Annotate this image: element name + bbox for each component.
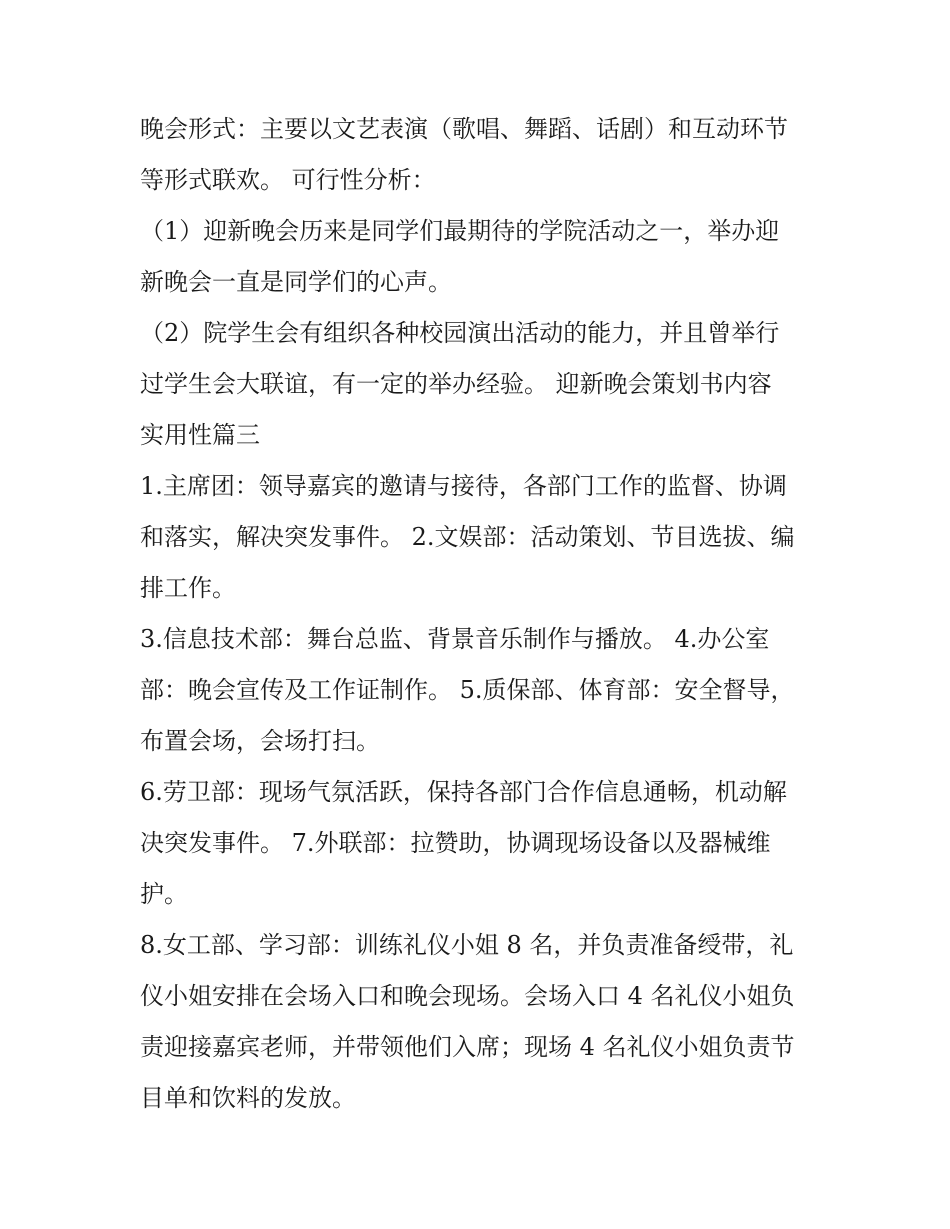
text-line: （2）院学生会有组织各种校园演出活动的能力，并且曾举行	[140, 319, 780, 347]
paragraph-format	[140, 104, 820, 206]
text-line: 目单和饮料的发放。	[140, 1084, 356, 1112]
paragraph-feasibility-1	[140, 206, 820, 308]
text-line: 6.劳卫部：现场气氛活跃，保持各部门合作信息通畅，机动解	[140, 778, 787, 806]
paragraph-duty-6	[140, 767, 820, 920]
paragraph-feasibility-2	[140, 308, 820, 461]
text-line: 决突发事件。 7.外联部：拉赞助，协调现场设备以及器械维	[140, 829, 771, 857]
text-line: 晚会形式：主要以文艺表演（歌唱、舞蹈、话剧）和互动环节	[140, 115, 788, 143]
text-line: 实用性篇三	[140, 421, 260, 449]
paragraph-duty-8	[140, 920, 820, 1124]
paragraph-duty-1	[140, 461, 820, 614]
text-line: 8.女工部、学习部：训练礼仪小姐 8 名，并负责准备绶带，礼	[140, 931, 794, 959]
text-line: 和落实，解决突发事件。 2.文娱部：活动策划、节目选拔、编	[140, 523, 795, 551]
text-line: 责迎接嘉宾老师，并带领他们入席；现场 4 名礼仪小姐负责节	[140, 1033, 795, 1061]
document-body	[140, 104, 820, 1124]
text-line: 护。	[140, 880, 188, 908]
text-line: 仪小姐安排在会场入口和晚会现场。会场入口 4 名礼仪小姐负	[140, 982, 795, 1010]
text-line: 排工作。	[140, 574, 236, 602]
text-line: （1）迎新晚会历来是同学们最期待的学院活动之一，举办迎	[140, 217, 780, 245]
text-line: 3.信息技术部：舞台总监、背景音乐制作与播放。 4.办公室	[140, 625, 770, 653]
text-line: 部：晚会宣传及工作证制作。 5.质保部、体育部：安全督导，	[140, 676, 795, 704]
text-line: 新晚会一直是同学们的心声。	[140, 268, 452, 296]
text-line: 过学生会大联谊，有一定的举办经验。 迎新晚会策划书内容	[140, 370, 772, 398]
text-line: 布置会场，会场打扫。	[140, 727, 380, 755]
text-line: 1.主席团：领导嘉宾的邀请与接待，各部门工作的监督、协调	[140, 472, 787, 500]
paragraph-duty-3	[140, 614, 820, 767]
text-line: 等形式联欢。 可行性分析：	[140, 166, 436, 194]
